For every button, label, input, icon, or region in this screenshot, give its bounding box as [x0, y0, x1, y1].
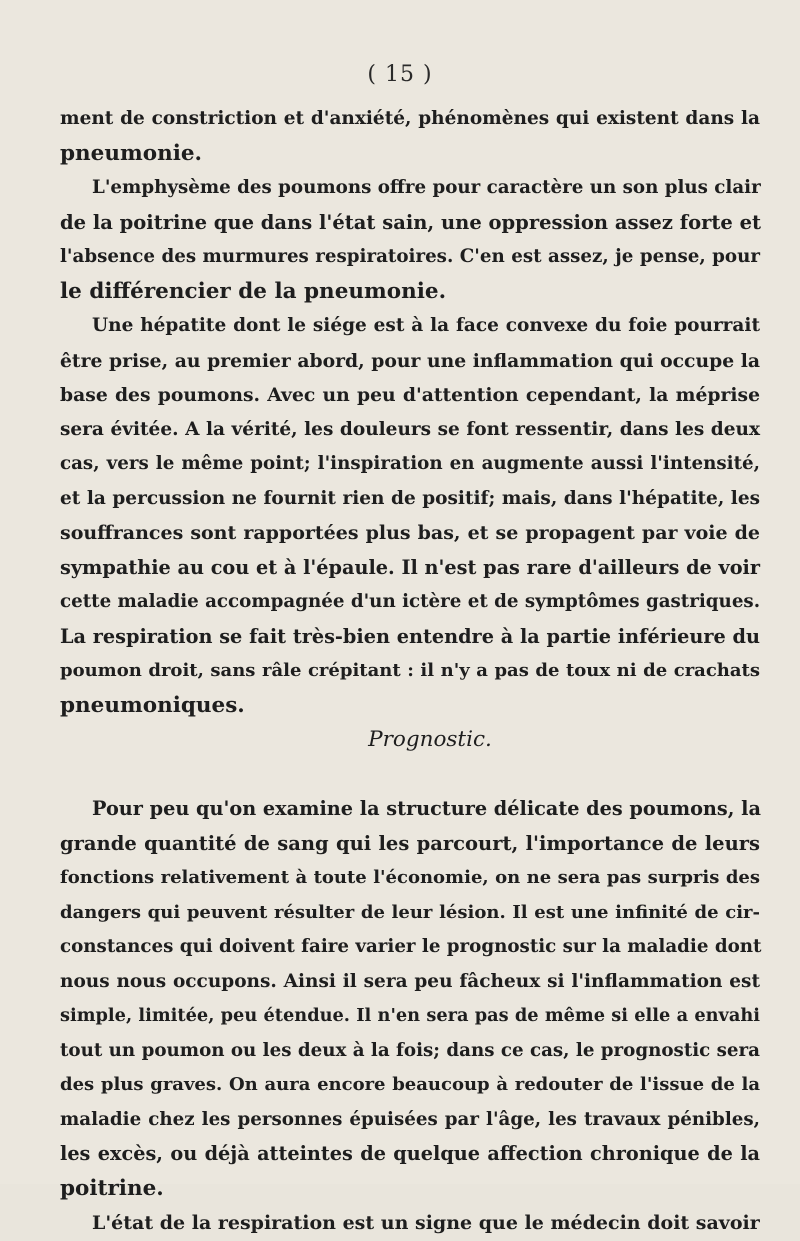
text-line: pneumoniques. — [60, 692, 245, 718]
text-line: être prise, au premier abord, pour une inflammation qui occupe la — [60, 349, 760, 372]
text-line: nous nous occupons. Ainsi il sera peu fâcheux si l'inflammation est — [60, 970, 760, 992]
text-line: sympathie au cou et à l'épaule. Il n'est pas rare d'ailleurs de voir — [60, 555, 760, 579]
body-text — [60, 102, 760, 1241]
text-line: tout un poumon ou les deux à la fois; dans ce cas, le prognostic sera — [60, 1039, 760, 1061]
text-line: le différencier de la pneumonie. — [60, 278, 447, 304]
text-line: dangers qui peuvent résulter de leur lésion. Il est une infinité de cir- — [60, 901, 760, 923]
text-line: cas, vers le même point; l'inspiration en augmente aussi l'intensité, — [60, 453, 760, 474]
section-heading: Prognostic. — [368, 727, 492, 752]
text-line: les excès, ou déjà atteintes de quelque affection chronique de la — [60, 1142, 760, 1165]
text-line: et la percussion ne fournit rien de positif; mais, dans l'hépatite, les — [60, 487, 760, 509]
text-line: La respiration se fait très-bien entendre à la partie inférieure du — [60, 624, 760, 648]
text-line: simple, limitée, peu étendue. Il n'en sera pas de même si elle a envahi — [60, 1005, 760, 1026]
text-line: sera évitée. A la vérité, les douleurs se font ressentir, dans les deux — [60, 418, 760, 440]
text-line: poumon droit, sans râle crépitant : il n'y a pas de toux ni de crachats — [60, 660, 760, 681]
paragraph-start: L'état de la respiration est un signe que le médecin doit savoir — [92, 1212, 760, 1234]
text-line: souffrances sont rapportées plus bas, et se propagent par voie de — [60, 522, 760, 544]
paragraph-start: Pour peu qu'on examine la structure délicate des poumons, la — [92, 797, 761, 820]
paragraph-start: L'emphysème des poumons offre pour caractère un son plus clair — [92, 177, 761, 198]
text-line: l'absence des murmures respiratoires. C'en est assez, je pense, pour — [60, 246, 760, 267]
paragraph-start: Une hépatite dont le siége est à la face convexe du foie pourrait — [92, 315, 760, 336]
text-line: fonctions relativement à toute l'économie, on ne sera pas surpris des — [60, 867, 760, 888]
text-line: ment de constriction et d'anxiété, phénomènes qui existent dans la — [60, 108, 760, 129]
text-line: base des poumons. Avec un peu d'attention cependant, la méprise — [60, 384, 760, 406]
text-line: de la poitrine que dans l'état sain, une oppression assez forte et — [60, 210, 761, 234]
section-spacer — [60, 758, 760, 793]
page-number: ( 15 ) — [367, 62, 433, 87]
text-line: cette maladie accompagnée d'un ictère et de symptômes gastriques. — [60, 591, 761, 612]
text-line: des plus graves. On aura encore beaucoup à redouter de l'issue de la — [60, 1074, 760, 1095]
text-line: pneumonie. — [60, 140, 203, 166]
text-line: poitrine. — [60, 1175, 164, 1201]
text-line: maladie chez les personnes épuisées par l'âge, les travaux pénibles, — [60, 1108, 760, 1130]
text-line: constances qui doivent faire varier le prognostic sur la maladie dont — [60, 936, 762, 957]
text-line: grande quantité de sang qui les parcourt, l'importance de leurs — [60, 831, 760, 855]
